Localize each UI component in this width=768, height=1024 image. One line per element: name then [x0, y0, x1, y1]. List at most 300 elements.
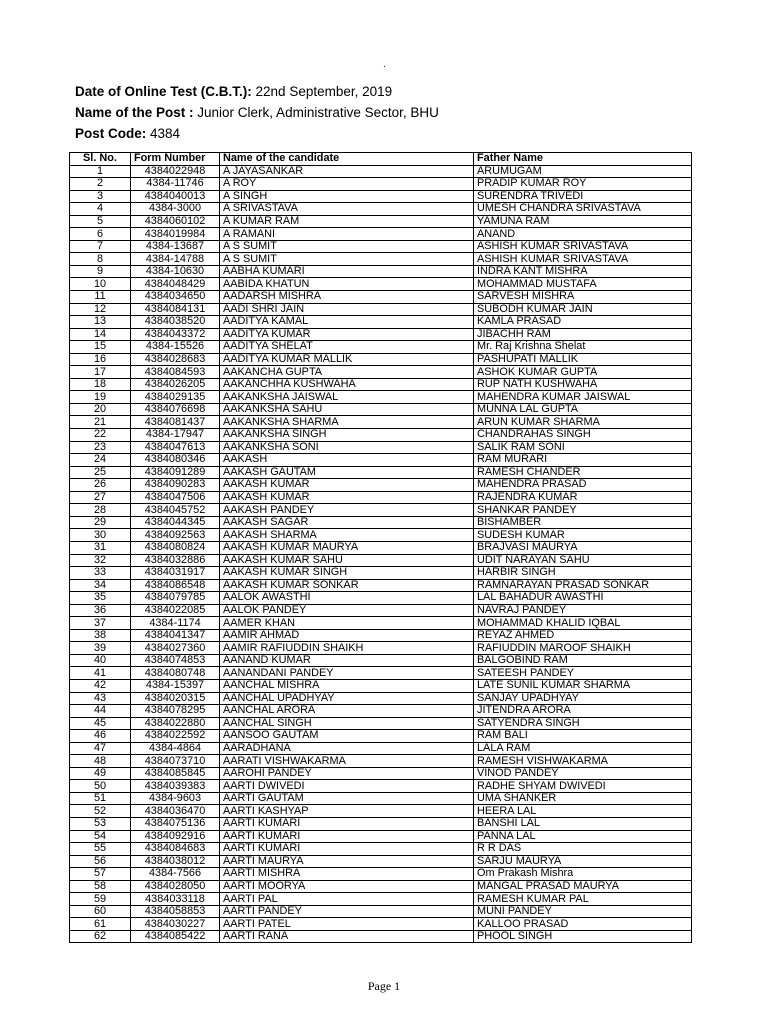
- cell-candidate-name: AANCHAL MISHRA: [220, 679, 474, 692]
- cell-form-number: 4384044345: [131, 516, 220, 529]
- post-name-label: Name of the Post :: [75, 105, 194, 120]
- cell-sl-no: 35: [70, 592, 131, 605]
- page-number: Page 1: [367, 979, 401, 993]
- table-row: [70, 429, 692, 442]
- cell-father-name: BALGOBIND RAM: [474, 654, 692, 667]
- cell-candidate-name: AARATI VISHWAKARMA: [220, 755, 474, 768]
- cell-candidate-name: AAKANKSHA SAHU: [220, 403, 474, 416]
- cell-sl-no: 7: [70, 240, 131, 253]
- cell-candidate-name: AAKANKSHA SHARMA: [220, 416, 474, 429]
- cell-form-number: 4384073710: [131, 755, 220, 768]
- table-row: [70, 918, 692, 931]
- cell-candidate-name: AARTI MISHRA: [220, 868, 474, 881]
- table-row: [70, 893, 692, 906]
- candidate-table: [69, 152, 692, 943]
- table-row: [70, 855, 692, 868]
- table-row: [70, 165, 692, 178]
- cell-candidate-name: AANANDANI PANDEY: [220, 667, 474, 680]
- cell-sl-no: 52: [70, 805, 131, 818]
- cell-father-name: PRADIP KUMAR ROY: [474, 178, 692, 191]
- cell-form-number: 4384043372: [131, 328, 220, 341]
- cell-father-name: BISHAMBER: [474, 516, 692, 529]
- cell-father-name: ARUN KUMAR SHARMA: [474, 416, 692, 429]
- cell-sl-no: 5: [70, 215, 131, 228]
- cell-father-name: MOHAMMAD KHALID IQBAL: [474, 617, 692, 630]
- cell-candidate-name: AARTI PAL: [220, 893, 474, 906]
- cell-candidate-name: AADARSH MISHRA: [220, 291, 474, 304]
- cell-form-number: 4384032886: [131, 554, 220, 567]
- cell-sl-no: 12: [70, 303, 131, 316]
- cell-father-name: SALIK RAM SONI: [474, 441, 692, 454]
- cell-father-name: RAMESH KUMAR PAL: [474, 893, 692, 906]
- cell-sl-no: 48: [70, 755, 131, 768]
- cell-candidate-name: AANCHAL UPADHYAY: [220, 692, 474, 705]
- cell-candidate-name: AAKASH KUMAR SINGH: [220, 567, 474, 580]
- cell-sl-no: 23: [70, 441, 131, 454]
- column-header-form-number: Form Number: [131, 153, 220, 166]
- cell-father-name: JIBACHH RAM: [474, 328, 692, 341]
- table-row: [70, 905, 692, 918]
- cell-candidate-name: A JAYASANKAR: [220, 165, 474, 178]
- table-row: [70, 203, 692, 216]
- cell-father-name: BRAJVASI MAURYA: [474, 541, 692, 554]
- cell-sl-no: 19: [70, 391, 131, 404]
- cell-father-name: PASHUPATI MALLIK: [474, 353, 692, 366]
- cell-form-number: 4384092916: [131, 830, 220, 843]
- cell-form-number: 4384-3000: [131, 203, 220, 216]
- cell-candidate-name: AAKASH GAUTAM: [220, 466, 474, 479]
- post-code-label: Post Code:: [75, 126, 147, 141]
- cell-form-number: 4384-9603: [131, 792, 220, 805]
- cell-father-name: RAJENDRA KUMAR: [474, 491, 692, 504]
- post-name-value: Junior Clerk, Administrative Sector, BHU: [197, 105, 439, 120]
- cell-sl-no: 11: [70, 291, 131, 304]
- cell-form-number: 4384080748: [131, 667, 220, 680]
- cell-father-name: ASHOK KUMAR GUPTA: [474, 366, 692, 379]
- cell-father-name: MAHENDRA PRASAD: [474, 479, 692, 492]
- cell-form-number: 4384084131: [131, 303, 220, 316]
- cell-form-number: 4384020315: [131, 692, 220, 705]
- cell-father-name: UMESH CHANDRA SRIVASTAVA: [474, 203, 692, 216]
- cell-candidate-name: AARTI RANA: [220, 930, 474, 943]
- cell-form-number: 4384-17947: [131, 429, 220, 442]
- cell-candidate-name: AAKANCHHA KUSHWAHA: [220, 378, 474, 391]
- cell-father-name: Mr. Raj Krishna Shelat: [474, 341, 692, 354]
- cell-candidate-name: AARTI KUMARI: [220, 843, 474, 856]
- table-row: [70, 529, 692, 542]
- cell-father-name: RAFIUDDIN MAROOF SHAIKH: [474, 642, 692, 655]
- cell-candidate-name: AARTI DWIVEDI: [220, 780, 474, 793]
- cell-form-number: 4384-15526: [131, 341, 220, 354]
- table-row: [70, 780, 692, 793]
- table-row: [70, 316, 692, 329]
- cell-sl-no: 32: [70, 554, 131, 567]
- cell-sl-no: 45: [70, 717, 131, 730]
- table-row: [70, 366, 692, 379]
- cell-father-name: MANGAL PRASAD MAURYA: [474, 880, 692, 893]
- table-row: [70, 930, 692, 943]
- table-row: [70, 705, 692, 718]
- cell-father-name: VINOD PANDEY: [474, 767, 692, 780]
- cell-father-name: NAVRAJ PANDEY: [474, 604, 692, 617]
- cell-sl-no: 31: [70, 541, 131, 554]
- cell-sl-no: 39: [70, 642, 131, 655]
- table-row: [70, 328, 692, 341]
- table-row: [70, 541, 692, 554]
- cell-candidate-name: AADITYA KAMAL: [220, 316, 474, 329]
- cell-father-name: YAMUNA RAM: [474, 215, 692, 228]
- cell-father-name: HARBIR SINGH: [474, 567, 692, 580]
- cell-candidate-name: AAKANKSHA SINGH: [220, 429, 474, 442]
- cell-father-name: LAL BAHADUR AWASTHI: [474, 592, 692, 605]
- cell-sl-no: 18: [70, 378, 131, 391]
- cell-candidate-name: AADITYA KUMAR MALLIK: [220, 353, 474, 366]
- cell-candidate-name: AAKASH KUMAR SONKAR: [220, 579, 474, 592]
- cell-form-number: 4384047613: [131, 441, 220, 454]
- cell-father-name: ASHISH KUMAR SRIVASTAVA: [474, 240, 692, 253]
- cell-sl-no: 44: [70, 705, 131, 718]
- table-row: [70, 454, 692, 467]
- cell-candidate-name: AADITYA KUMAR: [220, 328, 474, 341]
- cell-candidate-name: AARTI KUMARI: [220, 817, 474, 830]
- cell-father-name: INDRA KANT MISHRA: [474, 265, 692, 278]
- table-row: [70, 880, 692, 893]
- cell-form-number: 4384091289: [131, 466, 220, 479]
- cell-form-number: 4384038012: [131, 855, 220, 868]
- cell-candidate-name: AAKASH KUMAR: [220, 479, 474, 492]
- cell-father-name: HEERA LAL: [474, 805, 692, 818]
- cell-father-name: PHOOL SINGH: [474, 930, 692, 943]
- cell-father-name: SUDESH KUMAR: [474, 529, 692, 542]
- cell-form-number: 4384027360: [131, 642, 220, 655]
- cell-candidate-name: AAMIR AHMAD: [220, 629, 474, 642]
- cell-sl-no: 59: [70, 893, 131, 906]
- cell-father-name: UDIT NARAYAN SAHU: [474, 554, 692, 567]
- cell-form-number: 4384022592: [131, 730, 220, 743]
- cell-sl-no: 53: [70, 817, 131, 830]
- cell-father-name: PANNA LAL: [474, 830, 692, 843]
- cell-sl-no: 57: [70, 868, 131, 881]
- top-mark: .: [383, 59, 386, 70]
- cell-sl-no: 15: [70, 341, 131, 354]
- table-row: [70, 378, 692, 391]
- table-row: [70, 441, 692, 454]
- cell-sl-no: 17: [70, 366, 131, 379]
- table-row: [70, 403, 692, 416]
- cell-sl-no: 8: [70, 253, 131, 266]
- cell-father-name: SUBODH KUMAR JAIN: [474, 303, 692, 316]
- cell-form-number: 4384-4864: [131, 742, 220, 755]
- cell-sl-no: 56: [70, 855, 131, 868]
- cell-sl-no: 42: [70, 679, 131, 692]
- cell-sl-no: 50: [70, 780, 131, 793]
- table-row: [70, 190, 692, 203]
- cell-candidate-name: AARTI PATEL: [220, 918, 474, 931]
- table-row: [70, 504, 692, 517]
- table-row: [70, 516, 692, 529]
- cell-form-number: 4384019984: [131, 228, 220, 241]
- cell-sl-no: 47: [70, 742, 131, 755]
- table-row: [70, 228, 692, 241]
- cell-form-number: 4384084593: [131, 366, 220, 379]
- cell-father-name: RAM MURARI: [474, 454, 692, 467]
- table-row: [70, 629, 692, 642]
- cell-form-number: 4384085845: [131, 767, 220, 780]
- cell-form-number: 4384080824: [131, 541, 220, 554]
- table-row: [70, 479, 692, 492]
- cell-father-name: ARUMUGAM: [474, 165, 692, 178]
- cell-candidate-name: AABHA KUMARI: [220, 265, 474, 278]
- cell-father-name: MAHENDRA KUMAR JAISWAL: [474, 391, 692, 404]
- cell-father-name: ANAND: [474, 228, 692, 241]
- cell-candidate-name: AAKASH KUMAR: [220, 491, 474, 504]
- cell-form-number: 4384048429: [131, 278, 220, 291]
- cell-sl-no: 60: [70, 905, 131, 918]
- table-row: [70, 792, 692, 805]
- table-row: [70, 843, 692, 856]
- table-row: [70, 817, 692, 830]
- cell-sl-no: 36: [70, 604, 131, 617]
- cell-sl-no: 61: [70, 918, 131, 931]
- cell-form-number: 4384028683: [131, 353, 220, 366]
- table-row: [70, 679, 692, 692]
- cell-father-name: KAMLA PRASAD: [474, 316, 692, 329]
- cell-sl-no: 24: [70, 454, 131, 467]
- cell-form-number: 4384028050: [131, 880, 220, 893]
- cell-candidate-name: AAKASH: [220, 454, 474, 467]
- cell-sl-no: 62: [70, 930, 131, 943]
- cell-sl-no: 30: [70, 529, 131, 542]
- cell-candidate-name: AABIDA KHATUN: [220, 278, 474, 291]
- document-header: [75, 81, 439, 144]
- table-row: [70, 178, 692, 191]
- post-code-line: [75, 123, 439, 144]
- table-row: [70, 692, 692, 705]
- column-header-father-name: Father Name: [474, 153, 692, 166]
- cell-candidate-name: AAKASH KUMAR MAURYA: [220, 541, 474, 554]
- cell-sl-no: 13: [70, 316, 131, 329]
- cell-father-name: SATEESH PANDEY: [474, 667, 692, 680]
- cell-candidate-name: AAKASH PANDEY: [220, 504, 474, 517]
- cell-father-name: R R DAS: [474, 843, 692, 856]
- table-row: [70, 767, 692, 780]
- cell-father-name: Om Prakash Mishra: [474, 868, 692, 881]
- cell-form-number: 4384036470: [131, 805, 220, 818]
- cell-form-number: 4384-11746: [131, 178, 220, 191]
- cell-form-number: 4384038520: [131, 316, 220, 329]
- table-row: [70, 730, 692, 743]
- cell-form-number: 4384047506: [131, 491, 220, 504]
- cell-father-name: JITENDRA ARORA: [474, 705, 692, 718]
- cell-candidate-name: AADI SHRI JAIN: [220, 303, 474, 316]
- cell-father-name: MOHAMMAD MUSTAFA: [474, 278, 692, 291]
- cell-sl-no: 49: [70, 767, 131, 780]
- cell-sl-no: 3: [70, 190, 131, 203]
- cell-father-name: MUNNA LAL GUPTA: [474, 403, 692, 416]
- table-row: [70, 755, 692, 768]
- table-row: [70, 278, 692, 291]
- cell-sl-no: 21: [70, 416, 131, 429]
- cell-sl-no: 41: [70, 667, 131, 680]
- cell-candidate-name: AAKASH SHARMA: [220, 529, 474, 542]
- cell-form-number: 4384039383: [131, 780, 220, 793]
- cell-form-number: 4384022085: [131, 604, 220, 617]
- cell-sl-no: 26: [70, 479, 131, 492]
- table-row: [70, 604, 692, 617]
- cell-form-number: 4384092563: [131, 529, 220, 542]
- table-row: [70, 416, 692, 429]
- cell-form-number: 4384033118: [131, 893, 220, 906]
- cell-sl-no: 58: [70, 880, 131, 893]
- cell-form-number: 4384-13687: [131, 240, 220, 253]
- cell-sl-no: 28: [70, 504, 131, 517]
- cell-father-name: SATYENDRA SINGH: [474, 717, 692, 730]
- table-row: [70, 642, 692, 655]
- cell-father-name: KALLOO PRASAD: [474, 918, 692, 931]
- table-row: [70, 253, 692, 266]
- column-header-sl-no: Sl. No.: [70, 153, 131, 166]
- cell-sl-no: 27: [70, 491, 131, 504]
- table-row: [70, 303, 692, 316]
- cell-sl-no: 4: [70, 203, 131, 216]
- cell-father-name: SARJU MAURYA: [474, 855, 692, 868]
- cell-candidate-name: AARTI KASHYAP: [220, 805, 474, 818]
- cell-candidate-name: AARADHANA: [220, 742, 474, 755]
- cell-sl-no: 14: [70, 328, 131, 341]
- cell-candidate-name: A ROY: [220, 178, 474, 191]
- table-row: [70, 717, 692, 730]
- cell-father-name: CHANDRAHAS SINGH: [474, 429, 692, 442]
- cell-father-name: LATE SUNIL KUMAR SHARMA: [474, 679, 692, 692]
- table-row: [70, 868, 692, 881]
- cell-candidate-name: AANSOO GAUTAM: [220, 730, 474, 743]
- cell-father-name: RADHE SHYAM DWIVEDI: [474, 780, 692, 793]
- cell-form-number: 4384075136: [131, 817, 220, 830]
- cell-father-name: UMA SHANKER: [474, 792, 692, 805]
- table-row: [70, 215, 692, 228]
- cell-candidate-name: AARTI MOORYA: [220, 880, 474, 893]
- table-row: [70, 592, 692, 605]
- cell-sl-no: 1: [70, 165, 131, 178]
- cell-form-number: 4384045752: [131, 504, 220, 517]
- cell-form-number: 4384-15397: [131, 679, 220, 692]
- cell-father-name: LALA RAM: [474, 742, 692, 755]
- post-code-value: 4384: [150, 126, 181, 141]
- table-row: [70, 742, 692, 755]
- cell-candidate-name: AAKASH KUMAR SAHU: [220, 554, 474, 567]
- test-date-line: [75, 81, 439, 102]
- table-row: [70, 291, 692, 304]
- cell-father-name: RAM BALI: [474, 730, 692, 743]
- table-row: [70, 579, 692, 592]
- cell-father-name: RUP NATH KUSHWAHA: [474, 378, 692, 391]
- table-row: [70, 654, 692, 667]
- cell-candidate-name: A SINGH: [220, 190, 474, 203]
- table-row: [70, 491, 692, 504]
- cell-candidate-name: A SRIVASTAVA: [220, 203, 474, 216]
- post-name-line: [75, 102, 439, 123]
- cell-form-number: 4384-7566: [131, 868, 220, 881]
- cell-father-name: SANJAY UPADHYAY: [474, 692, 692, 705]
- cell-candidate-name: AAKASH SAGAR: [220, 516, 474, 529]
- cell-form-number: 4384029135: [131, 391, 220, 404]
- cell-father-name: SARVESH MISHRA: [474, 291, 692, 304]
- cell-form-number: 4384-14788: [131, 253, 220, 266]
- cell-form-number: 4384085422: [131, 930, 220, 943]
- table-row: [70, 265, 692, 278]
- cell-candidate-name: AALOK PANDEY: [220, 604, 474, 617]
- cell-form-number: 4384022948: [131, 165, 220, 178]
- table-row: [70, 466, 692, 479]
- cell-sl-no: 2: [70, 178, 131, 191]
- cell-form-number: 4384060102: [131, 215, 220, 228]
- cell-form-number: 4384040013: [131, 190, 220, 203]
- cell-sl-no: 20: [70, 403, 131, 416]
- cell-form-number: 4384084683: [131, 843, 220, 856]
- cell-form-number: 4384090283: [131, 479, 220, 492]
- cell-candidate-name: AANAND KUMAR: [220, 654, 474, 667]
- table-row: [70, 805, 692, 818]
- cell-sl-no: 37: [70, 617, 131, 630]
- cell-candidate-name: A S SUMIT: [220, 253, 474, 266]
- table-header-row: [70, 153, 692, 166]
- cell-candidate-name: AARTI MAURYA: [220, 855, 474, 868]
- cell-sl-no: 34: [70, 579, 131, 592]
- cell-form-number: 4384058853: [131, 905, 220, 918]
- cell-candidate-name: A RAMANI: [220, 228, 474, 241]
- cell-form-number: 4384034650: [131, 291, 220, 304]
- cell-form-number: 4384078295: [131, 705, 220, 718]
- column-header-candidate-name: Name of the candidate: [220, 153, 474, 166]
- cell-sl-no: 33: [70, 567, 131, 580]
- table-row: [70, 554, 692, 567]
- cell-sl-no: 29: [70, 516, 131, 529]
- test-date-value: 22nd September, 2019: [255, 84, 393, 99]
- table-row: [70, 240, 692, 253]
- cell-candidate-name: AALOK AWASTHI: [220, 592, 474, 605]
- cell-sl-no: 51: [70, 792, 131, 805]
- table-row: [70, 617, 692, 630]
- cell-sl-no: 9: [70, 265, 131, 278]
- cell-sl-no: 46: [70, 730, 131, 743]
- cell-father-name: BANSHI LAL: [474, 817, 692, 830]
- cell-form-number: 4384-10630: [131, 265, 220, 278]
- table-row: [70, 830, 692, 843]
- cell-candidate-name: AAMIR RAFIUDDIN SHAIKH: [220, 642, 474, 655]
- table-row: [70, 341, 692, 354]
- cell-sl-no: 10: [70, 278, 131, 291]
- cell-candidate-name: AANCHAL ARORA: [220, 705, 474, 718]
- cell-sl-no: 40: [70, 654, 131, 667]
- cell-father-name: SHANKAR PANDEY: [474, 504, 692, 517]
- cell-sl-no: 43: [70, 692, 131, 705]
- cell-form-number: 4384-1174: [131, 617, 220, 630]
- cell-candidate-name: A KUMAR RAM: [220, 215, 474, 228]
- cell-candidate-name: AARTI GAUTAM: [220, 792, 474, 805]
- cell-sl-no: 22: [70, 429, 131, 442]
- table-row: [70, 353, 692, 366]
- cell-sl-no: 38: [70, 629, 131, 642]
- cell-form-number: 4384031917: [131, 567, 220, 580]
- cell-form-number: 4384022880: [131, 717, 220, 730]
- cell-form-number: 4384080346: [131, 454, 220, 467]
- cell-sl-no: 25: [70, 466, 131, 479]
- cell-form-number: 4384041347: [131, 629, 220, 642]
- cell-sl-no: 55: [70, 843, 131, 856]
- cell-candidate-name: AANCHAL SINGH: [220, 717, 474, 730]
- cell-candidate-name: AAKANCHA GUPTA: [220, 366, 474, 379]
- cell-candidate-name: AAKANKSHA JAISWAL: [220, 391, 474, 404]
